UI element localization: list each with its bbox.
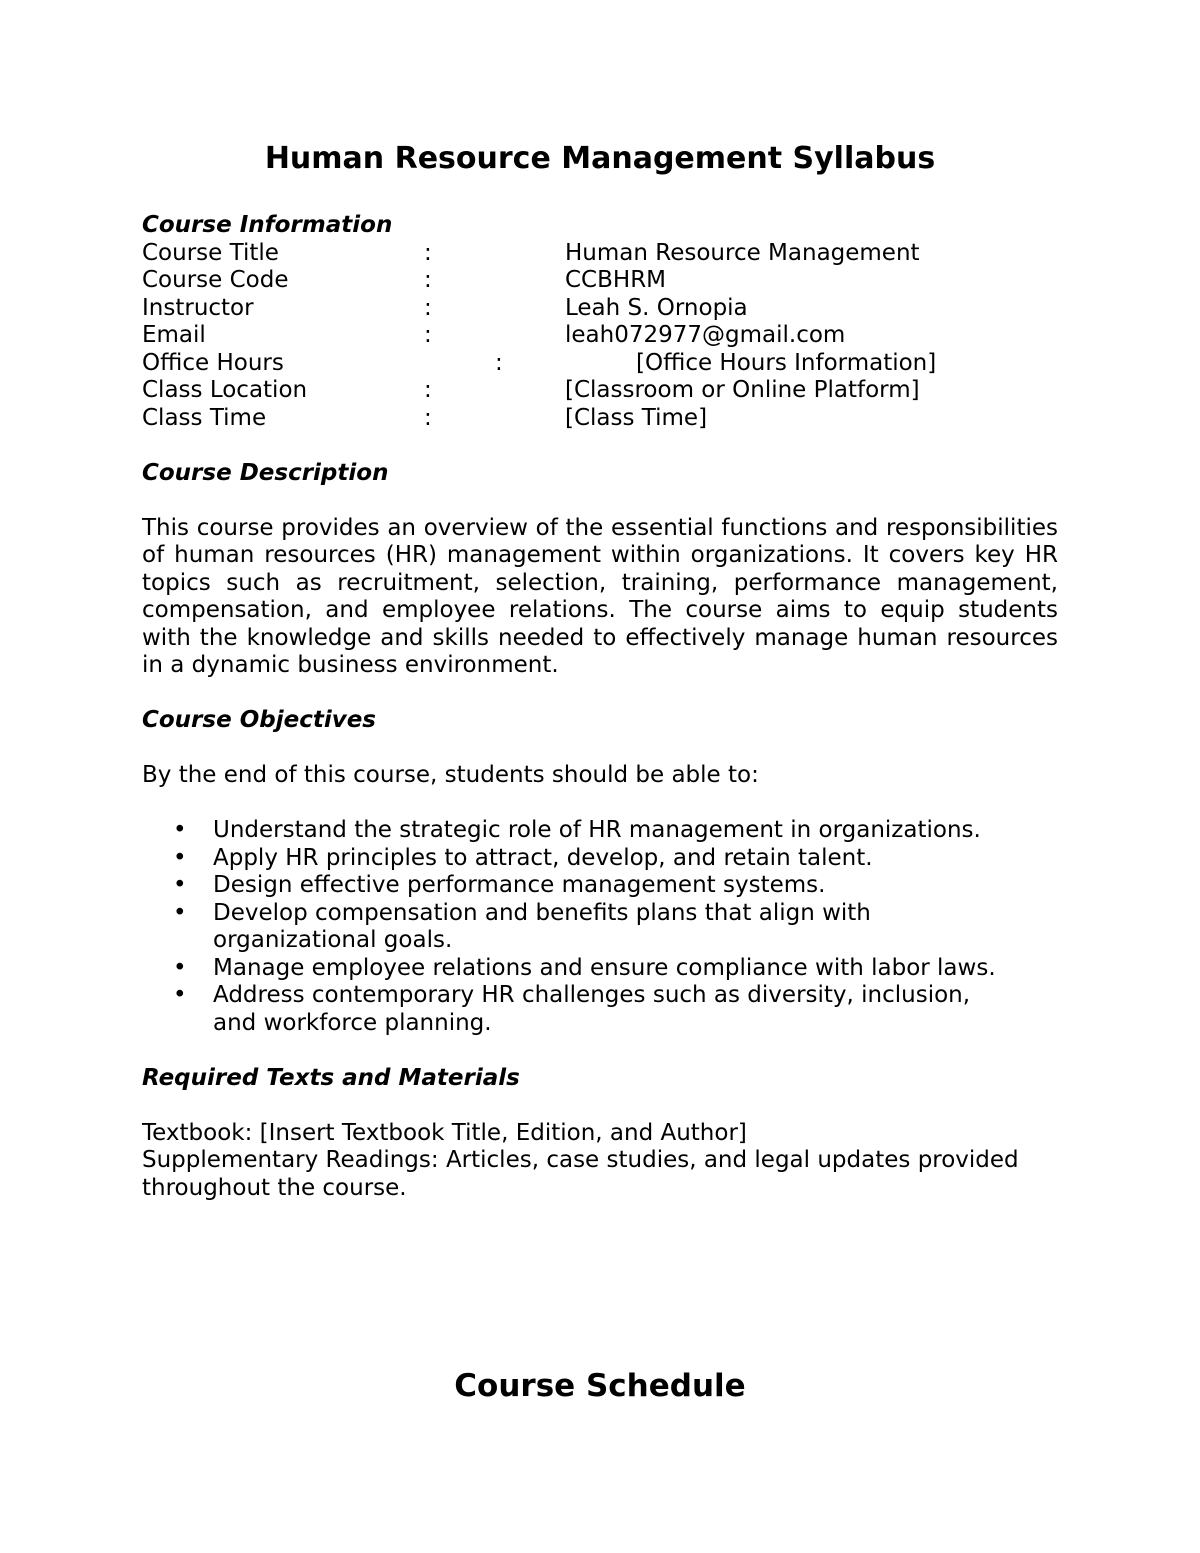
bullet-icon: • — [173, 954, 187, 981]
info-colon: : — [424, 404, 432, 431]
info-colon: : — [424, 322, 432, 348]
bullet-icon: • — [173, 899, 187, 926]
course-objectives-heading: Course Objectives — [142, 707, 376, 733]
info-colon: : — [424, 239, 432, 266]
bullet-icon: • — [173, 844, 187, 871]
info-label: Course Title — [142, 239, 279, 266]
course-description-text: This course provides an overview of the essential functions and responsibilities of human resources (HR) management within organizations. It covers key HR topics such as recruitment, selection, training, performance management, compensation, and employee relations. The course aims to equip students with the knowledge and skills needed to effectively manage human resources in a dynamic business environment. — [142, 514, 1058, 678]
info-row-instructor — [142, 295, 1058, 323]
spacer — [142, 432, 1058, 460]
spacer — [142, 735, 1058, 763]
course-description-heading: Course Description — [142, 459, 389, 486]
spacer — [142, 487, 1058, 515]
spacer — [142, 680, 1058, 708]
spacer — [142, 1037, 1058, 1065]
objective-text: Manage employee relations and ensure compliance with labor laws. — [213, 954, 996, 981]
required-texts-heading: Required Texts and Materials — [142, 1064, 520, 1091]
course-schedule-heading: Course Schedule — [454, 1368, 746, 1404]
list-item — [142, 982, 1058, 1037]
info-value: Human Resource Management — [565, 239, 920, 266]
info-row-email — [142, 322, 1058, 350]
info-label: Email — [142, 322, 206, 348]
info-colon: : — [424, 267, 432, 293]
info-label: Instructor — [142, 294, 254, 321]
info-value: [Classroom or Online Platform] — [565, 377, 920, 403]
list-item — [142, 845, 1058, 873]
info-label: Course Code — [142, 267, 289, 293]
info-value: [Class Time] — [565, 404, 708, 431]
spacer — [142, 1092, 1058, 1120]
info-row-course-title — [142, 240, 1058, 268]
bullet-icon: • — [173, 872, 187, 898]
info-row-office-hours — [142, 350, 1058, 378]
document-title: Human Resource Management Syllabus — [264, 141, 936, 176]
list-item — [142, 872, 1058, 900]
email-value: leah072977@gmail.com — [565, 322, 846, 348]
info-label: Class Time — [142, 404, 267, 431]
objective-text: Understand the strategic role of HR management in organizations. — [213, 817, 981, 843]
info-row-class-location — [142, 377, 1058, 405]
supplementary-readings-line: Supplementary Readings: Articles, case studies, and legal updates provided throughout the course. — [142, 1147, 1019, 1201]
list-item — [142, 955, 1058, 983]
objectives-list — [142, 817, 1058, 1037]
info-label: Office Hours — [142, 349, 284, 376]
course-information-heading: Course Information — [142, 212, 393, 238]
document-body — [142, 212, 1058, 1202]
bullet-icon: • — [173, 982, 187, 1008]
list-item — [142, 900, 1058, 955]
info-value: [Office Hours Information] — [636, 349, 937, 376]
info-value: CCBHRM — [565, 267, 667, 293]
bullet-icon: • — [173, 817, 187, 843]
objective-text: Design effective performance management systems. — [213, 872, 826, 898]
info-value: Leah S. Ornopia — [565, 294, 748, 321]
textbook-line: Textbook: [Insert Textbook Title, Edition, and Author] — [142, 1119, 747, 1146]
info-label: Class Location — [142, 377, 308, 403]
course-objectives-intro: By the end of this course, students should be able to: — [142, 762, 759, 788]
info-colon: : — [495, 349, 503, 376]
objective-text: Address contemporary HR challenges such as diversity, inclusion, and workforce planning. — [213, 982, 971, 1036]
info-colon: : — [424, 377, 432, 403]
info-colon: : — [424, 294, 432, 321]
info-row-class-time — [142, 405, 1058, 433]
spacer — [142, 790, 1058, 818]
list-item — [142, 817, 1058, 845]
info-row-course-code — [142, 267, 1058, 295]
objective-text: Develop compensation and benefits plans that align with organizational goals. — [213, 899, 871, 953]
objective-text: Apply HR principles to attract, develop, and retain talent. — [213, 844, 873, 871]
